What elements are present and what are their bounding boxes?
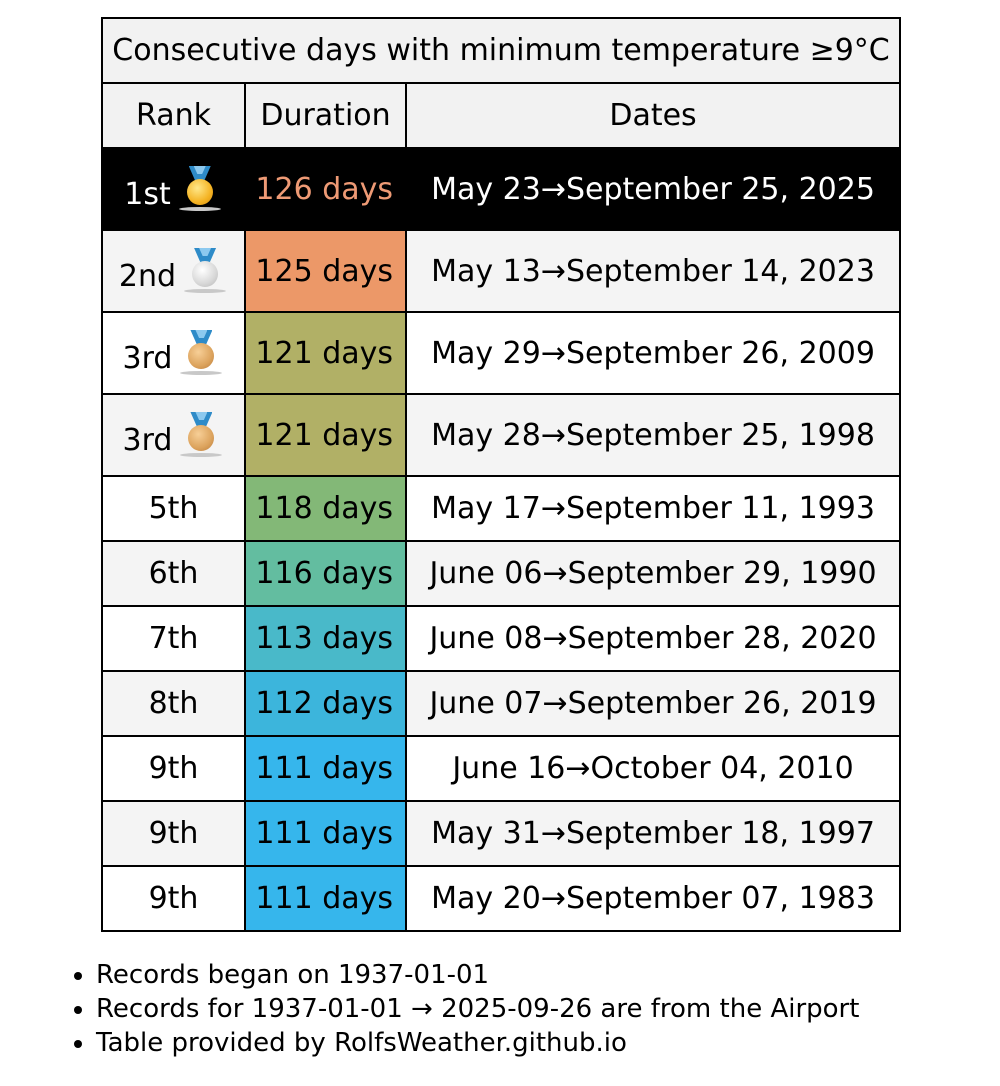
rank-header: Rank: [102, 83, 245, 148]
table-row: [102, 394, 900, 476]
rank-wrapper: [149, 686, 199, 721]
rank-cell: [102, 671, 245, 736]
table-row: [102, 606, 900, 671]
rank-wrapper: [149, 491, 199, 526]
rank-cell: [102, 736, 245, 801]
table-row: [102, 866, 900, 931]
rank-label: 1st: [124, 177, 171, 212]
silver-medal-icon: [182, 246, 228, 296]
duration-cell: 112 days: [245, 671, 406, 736]
dates-cell: May 13→September 14, 2023: [406, 230, 900, 312]
rank-wrapper: [149, 816, 199, 851]
duration-cell: 125 days: [245, 230, 406, 312]
table-row: [102, 801, 900, 866]
rank-label: 6th: [148, 556, 199, 591]
dates-cell: June 08→September 28, 2020: [406, 606, 900, 671]
rank-cell: [102, 541, 245, 606]
rank-label: 9th: [148, 881, 199, 916]
table-title: Consecutive days with minimum temperature ≥9°C: [102, 18, 900, 83]
rank-wrapper: [149, 881, 199, 916]
duration-cell: 111 days: [245, 801, 406, 866]
dates-cell: June 07→September 26, 2019: [406, 671, 900, 736]
duration-cell: 116 days: [245, 541, 406, 606]
table-row: [102, 312, 900, 394]
duration-cell: 121 days: [245, 394, 406, 476]
notes-list: [60, 958, 859, 1060]
note-item: • Table provided by RolfsWeather.github.io: [96, 1026, 859, 1060]
rank-cell: [102, 312, 245, 394]
table-title-row: [102, 18, 900, 83]
rank-cell: [102, 230, 245, 312]
dates-cell: May 29→September 26, 2009: [406, 312, 900, 394]
dates-cell: May 28→September 25, 1998: [406, 394, 900, 476]
note-item: • Records began on 1937-01-01: [96, 958, 859, 992]
table-row: [102, 476, 900, 541]
bronze-medal-icon: [178, 328, 224, 378]
gold-medal-icon: [177, 164, 223, 214]
dates-cell: May 31→September 18, 1997: [406, 801, 900, 866]
rank-cell: [102, 148, 245, 230]
bronze-medal-icon: [178, 410, 224, 460]
rank-cell: [102, 476, 245, 541]
rank-cell: [102, 606, 245, 671]
dates-cell: May 20→September 07, 1983: [406, 866, 900, 931]
rank-label: 5th: [148, 491, 199, 526]
rank-label: 3rd: [122, 423, 173, 458]
duration-header: Duration: [245, 83, 406, 148]
table-row: [102, 671, 900, 736]
rank-wrapper: [149, 621, 199, 656]
dates-cell: May 17→September 11, 1993: [406, 476, 900, 541]
rank-wrapper: [123, 328, 225, 378]
rank-cell: [102, 394, 245, 476]
dates-cell: June 06→September 29, 1990: [406, 541, 900, 606]
records-table: [101, 17, 901, 932]
rank-label: 2nd: [118, 259, 177, 294]
rank-wrapper: [119, 246, 228, 296]
rank-label: 3rd: [122, 341, 173, 376]
duration-cell: 126 days: [245, 148, 406, 230]
duration-cell: 121 days: [245, 312, 406, 394]
rank-cell: [102, 801, 245, 866]
duration-cell: 111 days: [245, 866, 406, 931]
duration-cell: 113 days: [245, 606, 406, 671]
rank-label: 9th: [148, 751, 199, 786]
table-row: [102, 230, 900, 312]
rank-wrapper: [149, 556, 199, 591]
rank-label: 9th: [148, 816, 199, 851]
dates-header: Dates: [406, 83, 900, 148]
rank-label: 8th: [148, 686, 199, 721]
dates-cell: June 16→October 04, 2010: [406, 736, 900, 801]
table-row: [102, 148, 900, 230]
table-header-row: [102, 83, 900, 148]
table-body: [102, 148, 900, 931]
rank-wrapper: [124, 164, 222, 214]
rank-cell: [102, 866, 245, 931]
rank-label: 7th: [148, 621, 199, 656]
table-row: [102, 541, 900, 606]
duration-cell: 111 days: [245, 736, 406, 801]
table-row: [102, 736, 900, 801]
dates-cell: May 23→September 25, 2025: [406, 148, 900, 230]
duration-cell: 118 days: [245, 476, 406, 541]
rank-wrapper: [149, 751, 199, 786]
note-item: • Records for 1937-01-01 → 2025-09-26 are from the Airport: [96, 992, 859, 1026]
rank-wrapper: [123, 410, 225, 460]
